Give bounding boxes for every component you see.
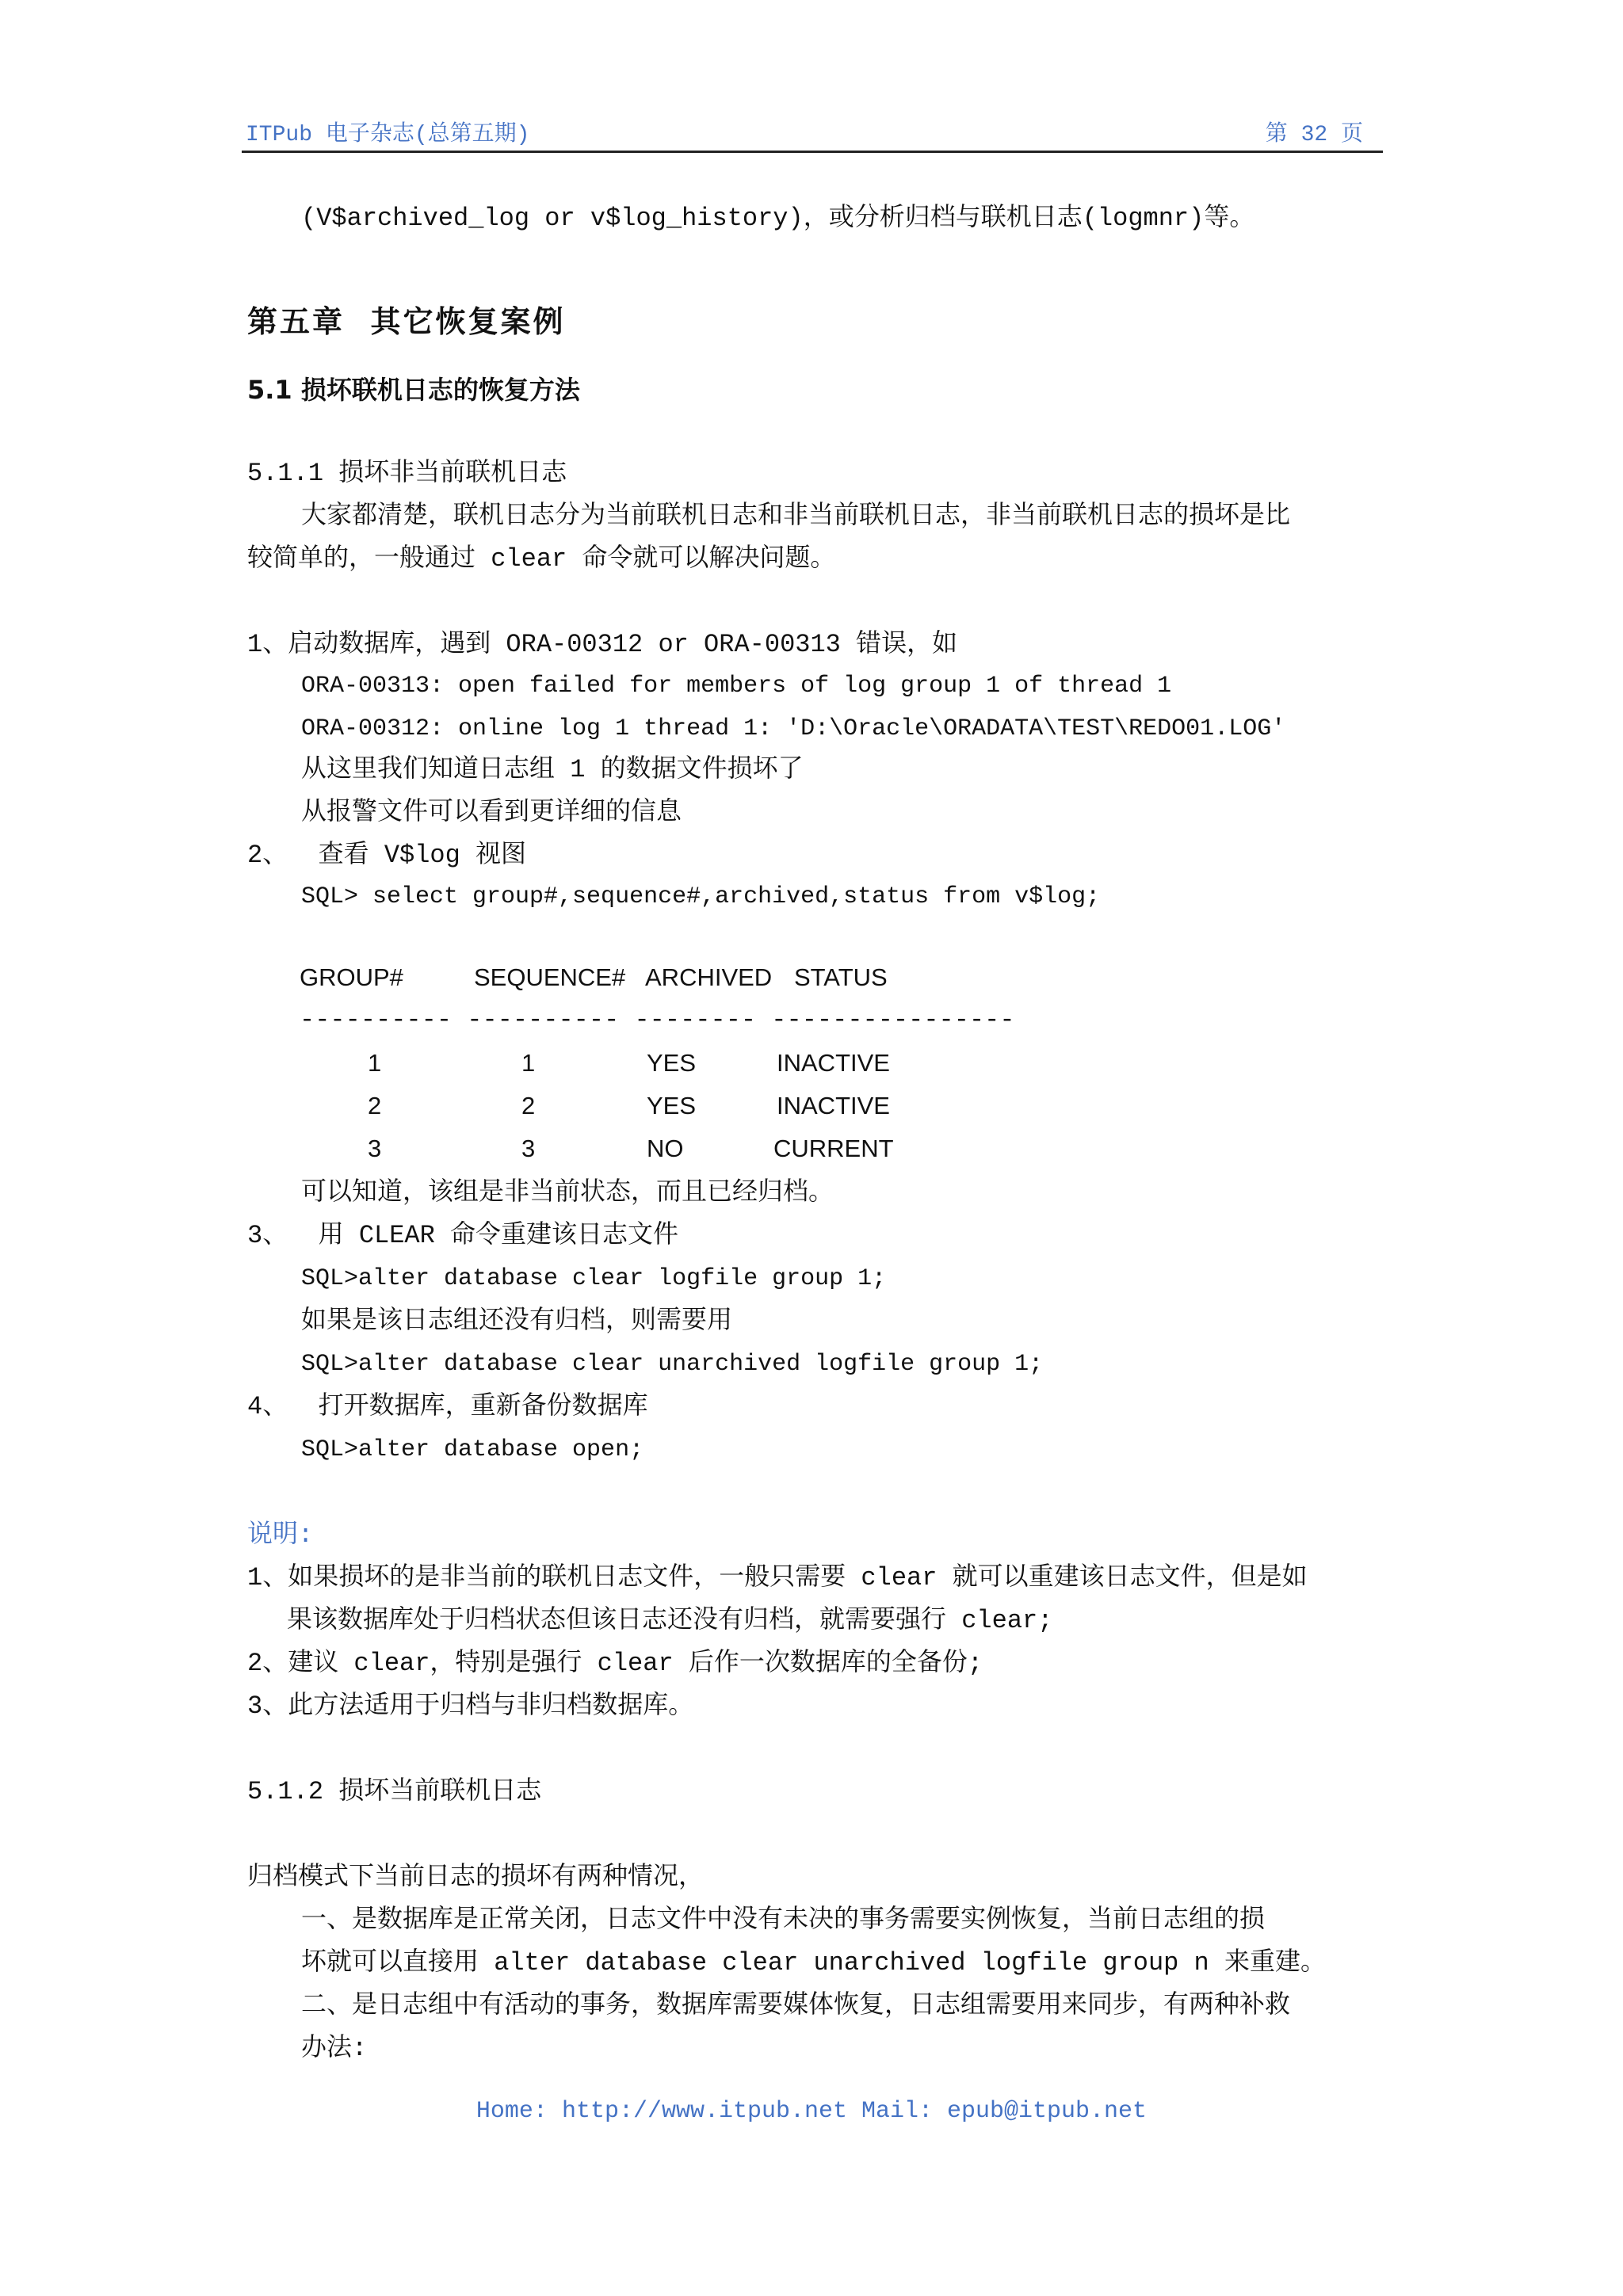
sql-select: SQL> select group#,sequence#,archived,status from v$log; bbox=[301, 883, 1101, 910]
sql-open: SQL>alter database open; bbox=[301, 1436, 644, 1463]
paragraph-line: 较简单的，一般通过 clear 命令就可以解决问题。 bbox=[247, 544, 836, 574]
paragraph-line: 归档模式下当前日志的损坏有两种情况， bbox=[247, 1863, 705, 1892]
table-header-cell: GROUP# bbox=[300, 963, 403, 991]
table-cell: 1 bbox=[521, 1049, 536, 1077]
table-cell: YES bbox=[647, 1092, 697, 1119]
paragraph-line: 大家都清楚，联机日志分为当前联机日志和非当前联机日志，非当前联机日志的损坏是比 bbox=[301, 502, 1291, 531]
table-header-divider: ---------- ---------- -------- ---------------- bbox=[300, 1005, 1015, 1035]
header-magazine-title: ITPub 电子杂志(总第五期) bbox=[246, 123, 530, 147]
table-cell: INACTIVE bbox=[777, 1049, 890, 1077]
table-header-cell: ARCHIVED bbox=[645, 963, 773, 991]
header-divider bbox=[242, 151, 1383, 153]
page-header bbox=[246, 116, 1382, 151]
note-item: 3、此方法适用于归档与非归档数据库。 bbox=[247, 1691, 694, 1721]
table-cell: CURRENT bbox=[773, 1135, 894, 1162]
subsection-title-5-1-1: 5.1.1 损坏非当前联机日志 bbox=[247, 459, 567, 488]
section-title: 5.1 损坏联机日志的恢复方法 bbox=[247, 375, 580, 405]
paragraph-line: 办法: bbox=[301, 2034, 368, 2063]
step-note: 如果是该日志组还没有归档，则需要用 bbox=[301, 1306, 733, 1336]
header-page-number: 第 32 页 bbox=[1265, 123, 1363, 147]
error-line: ORA-00313: open failed for members of log group 1 of thread 1 bbox=[301, 673, 1172, 700]
note-item: 果该数据库处于归档状态但该日志还没有归档，就需要强行 clear; bbox=[287, 1606, 1053, 1635]
paragraph-line: 一、是数据库是正常关闭，日志文件中没有未决的事务需要实例恢复，当前日志组的损 bbox=[301, 1905, 1266, 1935]
table-header-cell: SEQUENCE# bbox=[474, 963, 626, 991]
paragraph-line: 坏就可以直接用 alter database clear unarchived logfile group n 来重建。 bbox=[301, 1948, 1326, 1978]
sql-clear: SQL>alter database clear logfile group 1; bbox=[301, 1265, 887, 1292]
step-4: 4、 打开数据库，重新备份数据库 bbox=[247, 1392, 648, 1421]
table-cell: INACTIVE bbox=[777, 1092, 890, 1119]
subsection-title-5-1-2: 5.1.2 损坏当前联机日志 bbox=[247, 1777, 542, 1806]
chapter-title: 第五章 其它恢复案例 bbox=[247, 303, 566, 339]
page-footer: Home: http://www.itpub.net Mail: epub@itpub.net bbox=[475, 2098, 1148, 2125]
error-line: ORA-00312: online log 1 thread 1: 'D:\Oracle\ORADATA\TEST\REDO01.LOG' bbox=[301, 715, 1286, 742]
table-cell: 2 bbox=[521, 1092, 536, 1119]
table-cell: NO bbox=[647, 1135, 684, 1162]
note-item: 2、建议 clear，特别是强行 clear 后作一次数据库的全备份; bbox=[247, 1649, 983, 1678]
step-2: 2、 查看 V$log 视图 bbox=[247, 841, 527, 870]
step-1: 1、启动数据库，遇到 ORA-00312 or ORA-00313 错误，如 bbox=[247, 630, 958, 659]
intro-line: (V$archived_log or v$log_history)，或分析归档与联机日志(logmnr)等。 bbox=[301, 204, 1255, 233]
table-cell: 2 bbox=[368, 1092, 382, 1119]
step-note: 从这里我们知道日志组 1 的数据文件损坏了 bbox=[301, 755, 804, 784]
table-cell: 3 bbox=[368, 1135, 382, 1162]
paragraph-line: 二、是日志组中有活动的事务，数据库需要媒体恢复，日志组需要用来同步，有两种补救 bbox=[301, 1991, 1291, 2020]
table-cell: YES bbox=[647, 1049, 697, 1077]
notes-title: 说明: bbox=[247, 1520, 314, 1550]
table-cell: 1 bbox=[368, 1049, 382, 1077]
table-header-cell: STATUS bbox=[794, 963, 888, 991]
note-item: 1、如果损坏的是非当前的联机日志文件，一般只需要 clear 就可以重建该日志文件，但是如 bbox=[247, 1563, 1308, 1592]
step-note: 可以知道，该组是非当前状态，而且已经归档。 bbox=[301, 1178, 834, 1207]
step-note: 从报警文件可以看到更详细的信息 bbox=[301, 798, 682, 827]
sql-clear-unarchived: SQL>alter database clear unarchived logfile group 1; bbox=[301, 1351, 1044, 1378]
table-cell: 3 bbox=[521, 1135, 536, 1162]
step-3: 3、 用 CLEAR 命令重建该日志文件 bbox=[247, 1221, 679, 1250]
